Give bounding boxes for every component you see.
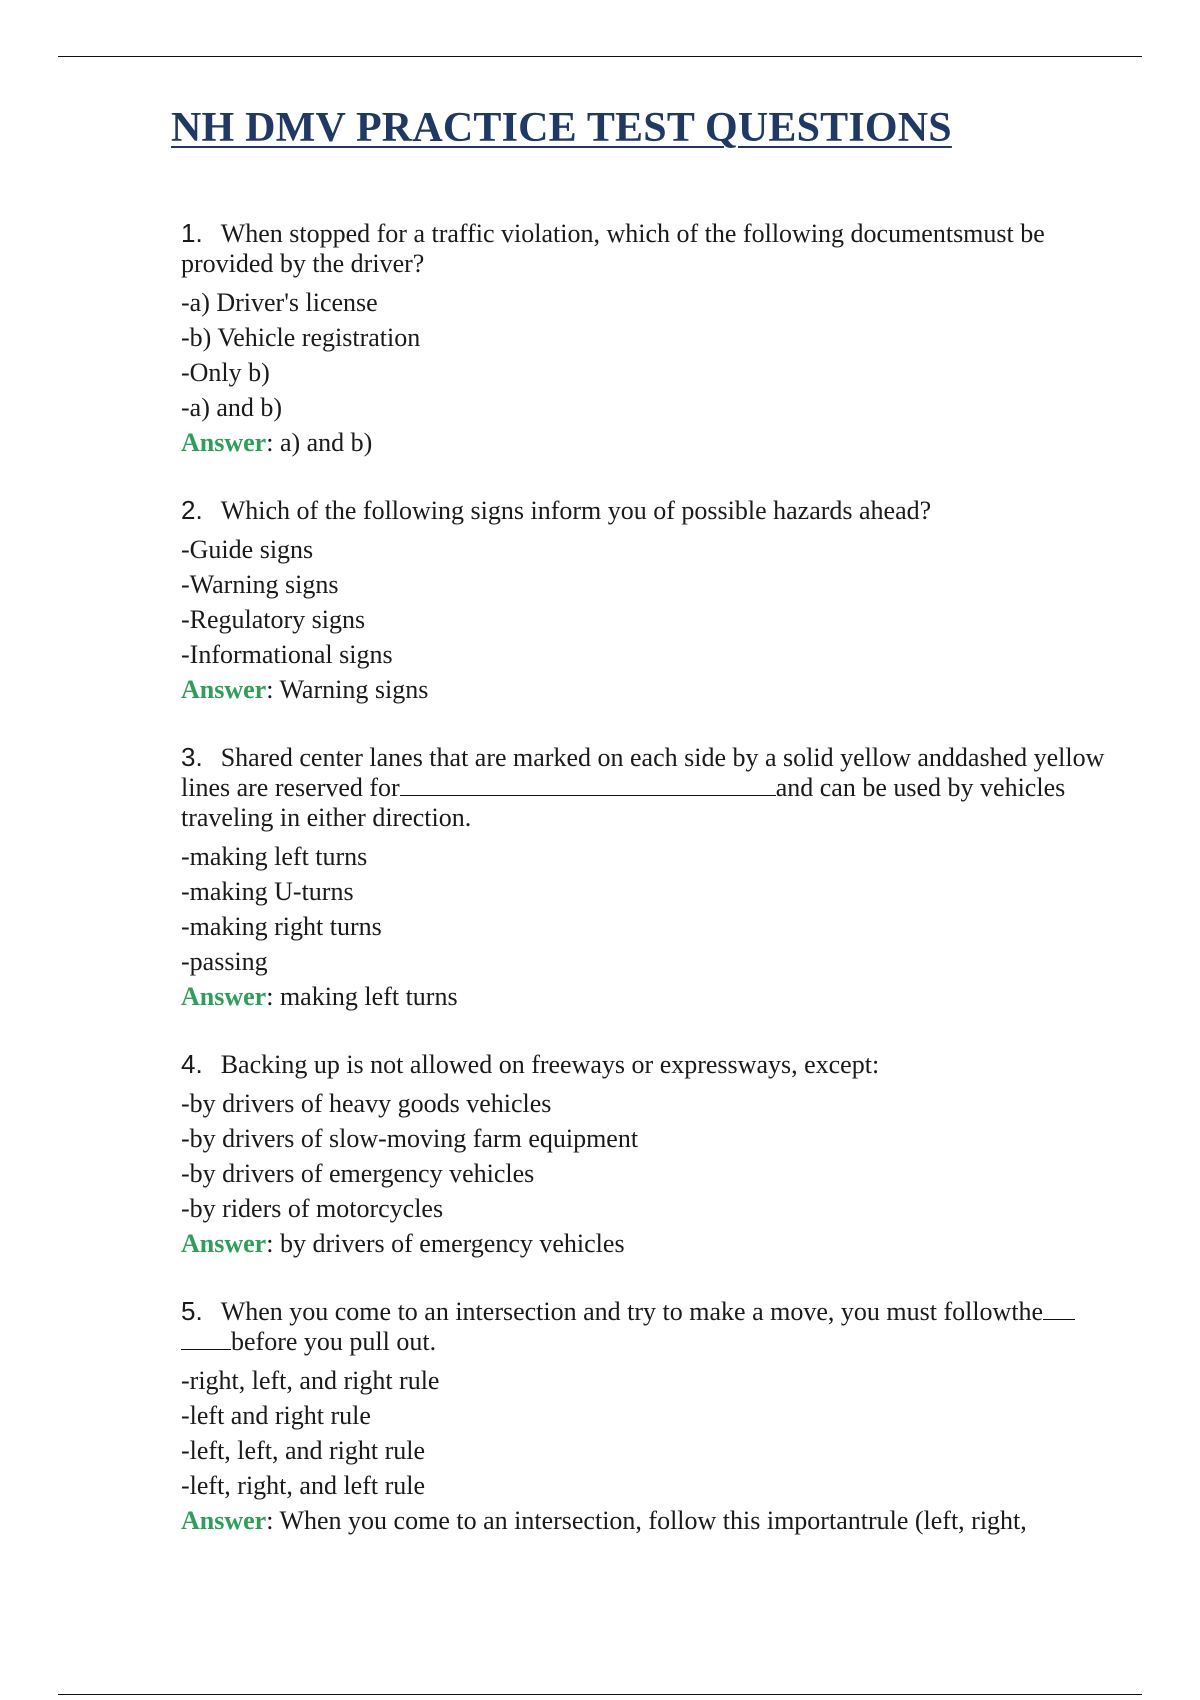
question-5 — [181, 1296, 1121, 1539]
answer-line — [181, 672, 1121, 708]
question-1 — [181, 218, 1121, 461]
question-stem — [181, 218, 1121, 279]
question-list — [181, 218, 1121, 1539]
option-list — [181, 1086, 1121, 1226]
option: -b) Vehicle registration — [181, 323, 421, 352]
question-text: Which of the following signs inform you of possible hazards ahead? — [220, 496, 932, 525]
option: -a) Driver's license — [181, 288, 378, 317]
answer-text: : by drivers of emergency vehicles — [266, 1229, 625, 1258]
answer-text: : a) and b) — [266, 428, 373, 457]
option: -left, left, and right rule — [181, 1436, 426, 1465]
option: -by riders of motorcycles — [181, 1194, 444, 1223]
question-text-part-1: When you come to an intersection and try to make a move, you must followthe — [220, 1297, 1044, 1326]
option-list — [181, 532, 1121, 672]
bottom-rule — [58, 1694, 1142, 1695]
question-stem — [181, 742, 1121, 833]
option: -Warning signs — [181, 570, 339, 599]
page-title: NH DMV PRACTICE TEST QUESTIONS — [171, 105, 952, 151]
question-number: 2. — [181, 495, 203, 525]
answer-label: Answer — [181, 675, 267, 704]
question-2 — [181, 495, 1121, 708]
answer-label: Answer — [181, 982, 267, 1011]
option: -Guide signs — [181, 535, 314, 564]
fill-in-blank — [1043, 1297, 1075, 1320]
answer-line — [181, 979, 1121, 1015]
answer-label: Answer — [181, 1229, 267, 1258]
option: -making left turns — [181, 842, 368, 871]
answer-line — [181, 425, 1121, 461]
question-stem — [181, 495, 1121, 526]
question-text-part-2: and can be used by vehicles traveling in either direction. — [181, 773, 1066, 832]
question-text-part-1: Shared center lanes that are marked on each side by a solid yellow anddashed yellow lines are reserved for — [181, 743, 1105, 802]
fill-in-blank — [400, 773, 776, 796]
answer-text: : Warning signs — [266, 675, 429, 704]
question-number: 1. — [181, 218, 203, 248]
question-number: 5. — [181, 1296, 203, 1326]
answer-line — [181, 1226, 1121, 1262]
option: -Only b) — [181, 358, 270, 387]
option: -making right turns — [181, 912, 382, 941]
option: -passing — [181, 947, 268, 976]
question-text: When stopped for a traffic violation, which of the following documentsmust be provided by the driver? — [181, 219, 1045, 278]
option-list — [181, 285, 1121, 425]
answer-label: Answer — [181, 428, 267, 457]
option-list — [181, 1363, 1121, 1503]
question-stem — [181, 1049, 1121, 1080]
option: -left, right, and left rule — [181, 1471, 426, 1500]
option: -by drivers of heavy goods vehicles — [181, 1089, 552, 1118]
option: -by drivers of slow-moving farm equipment — [181, 1124, 639, 1153]
question-stem — [181, 1296, 1121, 1357]
option: -left and right rule — [181, 1401, 371, 1430]
question-text-part-2: before you pull out. — [231, 1327, 437, 1356]
option: -right, left, and right rule — [181, 1366, 440, 1395]
question-text: Backing up is not allowed on freeways or expressways, except: — [220, 1050, 880, 1079]
answer-text: : When you come to an intersection, follow this importantrule (left, right, — [266, 1506, 1027, 1535]
option: -making U-turns — [181, 877, 354, 906]
option: -Regulatory signs — [181, 605, 366, 634]
answer-line — [181, 1503, 1121, 1539]
question-number: 4. — [181, 1049, 203, 1079]
answer-label: Answer — [181, 1506, 267, 1535]
option: -by drivers of emergency vehicles — [181, 1159, 535, 1188]
question-number: 3. — [181, 742, 203, 772]
option: -Informational signs — [181, 640, 393, 669]
answer-text: : making left turns — [266, 982, 458, 1011]
option-list — [181, 839, 1121, 979]
question-4 — [181, 1049, 1121, 1262]
option: -a) and b) — [181, 393, 283, 422]
fill-in-blank — [181, 1327, 231, 1350]
top-rule — [58, 56, 1142, 57]
question-3 — [181, 742, 1121, 1015]
